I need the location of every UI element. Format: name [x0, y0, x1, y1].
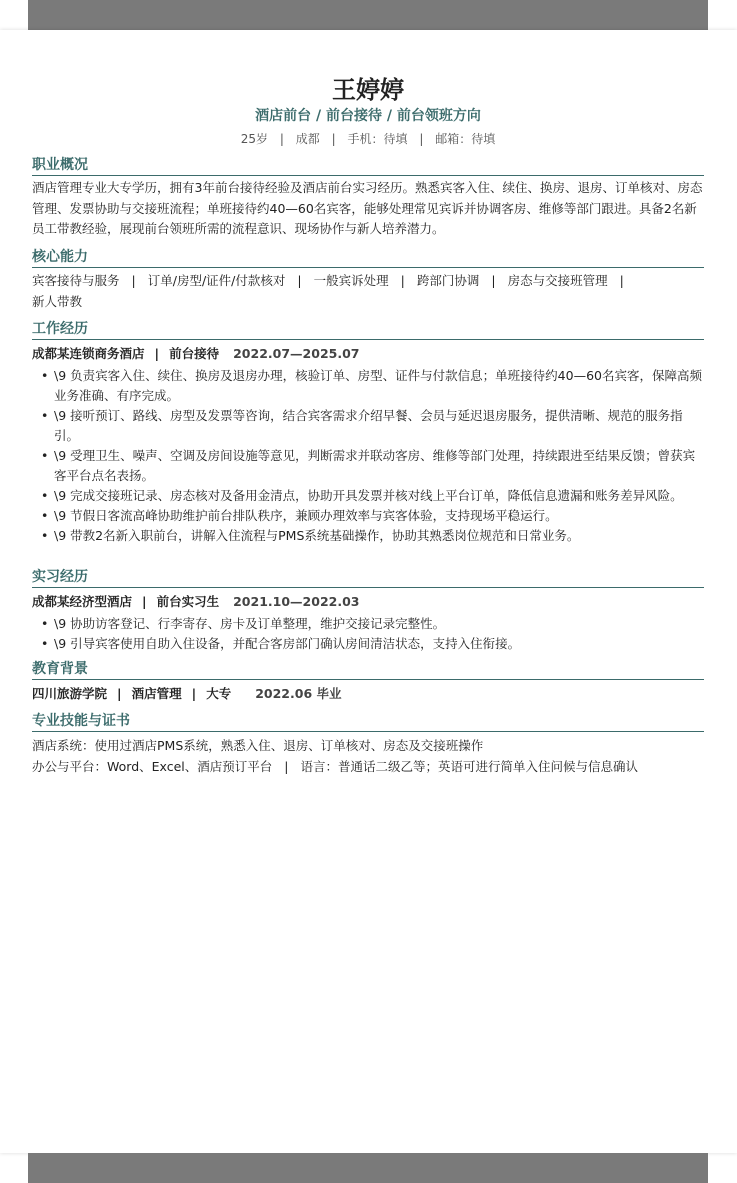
bullet-marker: \9 [54, 616, 67, 631]
separator: | [491, 273, 496, 288]
skill-item: 跨部门协调 [416, 273, 480, 288]
intern-bullet-list [32, 614, 704, 654]
list-item: • \9 协助访客登记、行李寄存、房卡及订单整理，维护交接记录完整性。 [32, 614, 704, 634]
major: 酒店管理 [131, 686, 182, 701]
job-role: 前台实习生 [156, 594, 220, 609]
age: 25岁 [240, 132, 269, 146]
list-item: • \9 带教2名新入职前台，讲解入住流程与PMS系统基础操作，协助其熟悉岗位规范和日常业务。 [32, 526, 704, 546]
page-frame-top [28, 0, 708, 30]
list-item: • \9 接听预订、路线、房型及发票等咨询，结合宾客需求介绍早餐、会员与延迟退房服务，提供清晰、规范的服务指引。 [32, 406, 704, 446]
certs-text [32, 736, 704, 777]
separator: | [191, 686, 197, 701]
separator: | [154, 346, 160, 361]
company-name: 成都某连锁商务酒店 [32, 346, 145, 361]
job-role: 前台接待 [169, 346, 220, 361]
section-title-education: 教育背景 [32, 659, 704, 680]
bullet-marker: \9 [54, 508, 67, 523]
email: 邮箱：待填 [435, 132, 496, 146]
degree: 大专 [206, 686, 232, 701]
list-item: • \9 负责宾客入住、续住、换房及退房办理，核验订单、房型、证件与付款信息；单班接待约40—60名宾客，保障高频业务准确、有序完成。 [32, 366, 704, 406]
job-target: 酒店前台 / 前台接待 / 前台领班方向 [255, 108, 481, 124]
company-name: 成都某经济型酒店 [32, 594, 133, 609]
separator: | [284, 758, 289, 774]
skill-item: 宾客接待与服务 [32, 273, 120, 288]
system-skill: 酒店系统：使用过酒店PMS系统，熟悉入住、退房、订单核对、房态及交接班操作 [32, 738, 484, 753]
education-line [32, 684, 704, 704]
skill-item: 房态与交接班管理 [507, 273, 608, 288]
summary-text: 酒店管理专业大专学历，拥有3年前台接待经验及酒店前台实习经历。熟悉宾客入住、续住、换房、退房、订单核对、房态管理、发票协助与交接班流程；单班接待约40—60名宾客，能够处理常见宾诉并协调客房、维修等部门跟进。具备2名新员工带教经验，展现前台领班所需的流程意识、现场协作与新人培养潜力。 [32, 180, 703, 236]
contact-line [32, 129, 704, 149]
skill-item: 新人带教 [32, 293, 83, 309]
office-skill: 办公与平台：Word、Excel、酒店预订平台 [32, 758, 273, 774]
section-title-certs: 专业技能与证书 [32, 711, 704, 732]
separator: | [419, 132, 424, 146]
separator: | [331, 132, 336, 146]
separator: | [142, 594, 147, 609]
section-title-skills: 核心能力 [32, 247, 704, 268]
list-item: • \9 节假日客流高峰协助维护前台排队秩序，兼顾办理效率与宾客体验，支持现场平稳运行。 [32, 506, 704, 526]
work-job-header [32, 344, 704, 364]
bullet-marker: \9 [54, 368, 67, 383]
bullet-marker: \9 [54, 636, 67, 651]
bullet-marker: \9 [54, 448, 67, 463]
separator: | [117, 686, 122, 701]
skill-item: 订单/房型/证件/付款核对 [147, 273, 286, 288]
list-item: • \9 完成交接班记录、房态核对及备用金清点，协助开具发票并核对线上平台订单，降低信息遗漏和账务差异风险。 [32, 486, 704, 506]
job-date: 2022.07—2025.07 [233, 346, 360, 361]
separator: | [400, 273, 405, 288]
bullet-marker: \9 [54, 488, 67, 503]
job-date: 2021.10—2022.03 [233, 594, 360, 609]
language-skill: 语言：普通话二级乙等；英语可进行简单入住问候与信息确认 [300, 758, 638, 774]
work-bullet-list [32, 366, 704, 546]
graduation-date: 2022.06 毕业 [255, 686, 342, 701]
bullet-marker: \9 [54, 528, 67, 543]
resume-page [0, 30, 737, 1153]
section-title-work: 工作经历 [32, 319, 704, 340]
list-item: • \9 受理卫生、噪声、空调及房间设施等意见，判断需求并联动客房、维修等部门处理，持续跟进至结果反馈；曾获宾客平台点名表扬。 [32, 446, 704, 486]
section-title-summary: 职业概况 [32, 155, 704, 176]
intern-job-header [32, 592, 704, 612]
section-title-intern: 实习经历 [32, 567, 704, 588]
separator: | [131, 273, 136, 288]
list-item: • \9 引导宾客使用自助入住设备，并配合客房部门确认房间清洁状态，支持入住衔接。 [32, 634, 704, 654]
city: 成都 [295, 132, 320, 146]
separator: | [279, 132, 284, 146]
separator: | [619, 273, 624, 288]
skill-item: 一般宾诉处理 [313, 273, 389, 288]
page-frame-bottom [28, 1153, 708, 1183]
school-name: 四川旅游学院 [32, 686, 108, 701]
bullet-marker: \9 [54, 408, 67, 423]
phone: 手机：待填 [347, 132, 408, 146]
candidate-name: 王婷婷 [332, 76, 404, 104]
skills-list [32, 271, 704, 312]
separator: | [297, 273, 302, 288]
